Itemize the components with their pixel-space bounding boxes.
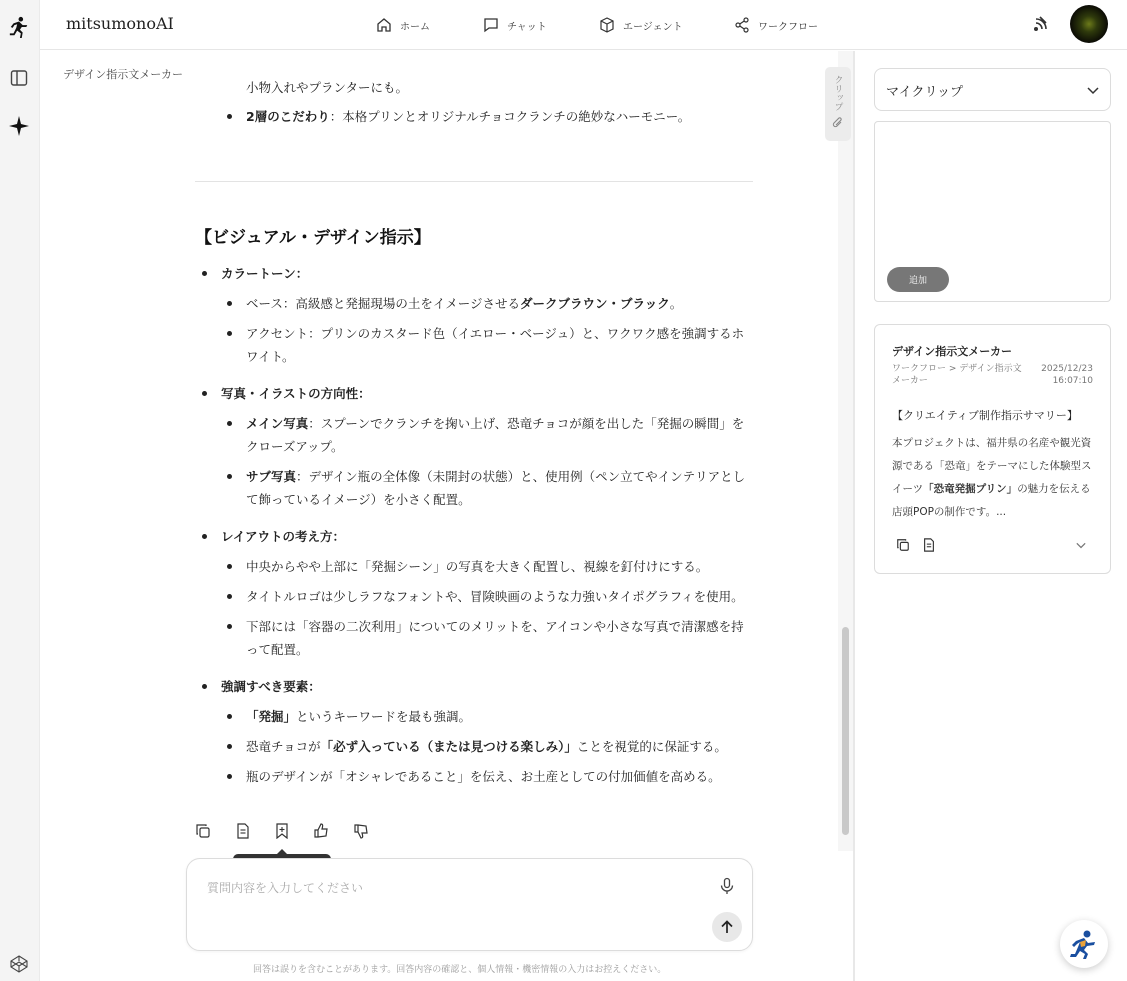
codepen-icon[interactable] (8, 953, 30, 975)
section-heading: 【ビジュアル・デザイン指示】 (195, 228, 431, 248)
list-item: タイトルロゴは少しラフなフォントや、冒険映画のような力強いタイポグラフィを使用。 (195, 585, 755, 608)
text: ：スプーンでクランチを掬い上げ、恐竜チョコが顔を出した「発掘の瞬間」をクローズアップ。 (246, 416, 745, 454)
right-panel (855, 51, 1127, 981)
list-item (195, 105, 755, 128)
card-summary-title: 【クリエイティブ制作指示サマリー】 (892, 409, 1078, 422)
bold-text: 「発掘」 (246, 709, 297, 724)
add-button[interactable]: 追加 (887, 267, 949, 292)
document-icon[interactable] (235, 823, 251, 839)
thumbs-down-icon[interactable] (353, 823, 369, 839)
breadcrumb[interactable]: デザイン指示文メーカー (63, 68, 184, 81)
microphone-icon[interactable] (718, 877, 736, 895)
nav-agent-label: エージェント (623, 21, 683, 33)
broadcast-icon[interactable] (1030, 15, 1050, 35)
nav-workflow-label: ワークフロー (758, 21, 818, 33)
left-sidebar (0, 0, 40, 981)
bold-text: 「必ず入っている（または見つける楽しみ）」 (320, 739, 577, 754)
share-icon (734, 17, 750, 33)
text: の魅力を伝える店頭POPの制作です。... (892, 483, 1091, 518)
text: ：本格プリンとオリジナルチョコクランチの絶妙なハーモニー。 (329, 109, 691, 124)
message-section (195, 223, 755, 788)
thumbs-up-icon[interactable] (313, 823, 329, 839)
list-item-color-tone: カラートーン： (195, 262, 755, 285)
list-item: 瓶のデザインが「オシャレであること」を伝え、お土産としての付加価値を高める。 (195, 765, 755, 788)
chat-input-box[interactable] (186, 858, 753, 951)
home-icon (376, 17, 392, 33)
clip-select[interactable] (874, 68, 1111, 111)
list-item (195, 705, 755, 728)
chat-input-placeholder[interactable]: 質問内容を入力してください (207, 881, 364, 895)
bold-text: サブ写真 (246, 469, 297, 484)
disclaimer-text: 回答は誤りを含むことがあります。回答内容の確認と、個人情報・機密情報の入力はお控えください。 (253, 965, 667, 975)
text: 恐竜チョコが (246, 739, 321, 754)
bookmark-clip-icon[interactable] (274, 823, 290, 839)
text: 。 (669, 296, 683, 311)
user-avatar[interactable] (1070, 5, 1108, 43)
sidebar-toggle-icon[interactable] (8, 67, 30, 89)
bold-text: 2層のこだわり (246, 109, 330, 124)
list-item (195, 412, 755, 458)
clip-panel-tab[interactable] (825, 67, 851, 141)
sparkle-icon[interactable] (8, 115, 30, 137)
text: ことを視覚的に保証する。 (576, 739, 727, 754)
chevron-down-icon[interactable] (1076, 540, 1086, 550)
text: ：デザイン瓶の全体像（未開封の状態）と、使用例（ペン立てやインテリアとして飾っているイメージ）を小さく配置。 (246, 469, 746, 507)
top-bar (40, 0, 1127, 50)
clip-textarea[interactable] (874, 121, 1111, 302)
list-item-emphasis: 強調すべき要素： (195, 675, 755, 698)
card-date: 2025/12/23 16:07:10 (1041, 364, 1093, 386)
text: というキーワードを最も強調。 (296, 709, 472, 724)
message-top-content (195, 76, 755, 128)
list-item-layout: レイアウトの考え方： (195, 525, 755, 548)
nav-home[interactable] (376, 0, 430, 50)
nav-chat[interactable] (483, 0, 547, 50)
scrollbar-thumb[interactable] (842, 627, 849, 835)
bold-text: 「恐竜発掘プリン」 (923, 483, 1018, 495)
runner-logo-icon[interactable] (8, 16, 30, 38)
chevron-down-icon (1087, 84, 1099, 96)
cube-icon (599, 17, 615, 33)
card-path: ワークフロー > デザイン指示文メーカー (892, 364, 1022, 386)
bold-text: メイン写真 (246, 416, 309, 431)
nav-agent[interactable] (599, 0, 683, 50)
chat-icon (483, 17, 499, 33)
list-item (195, 465, 755, 511)
copy-icon[interactable] (896, 538, 910, 552)
paperclip-icon (832, 117, 844, 129)
runner-mascot-icon (1068, 928, 1100, 960)
document-icon[interactable] (922, 538, 936, 552)
nav-workflow[interactable] (734, 0, 818, 50)
list-item: 下部には「容器の二次利用」についてのメリットを、アイコンや小さな写真で清潔感を持って配置。 (195, 615, 755, 661)
send-button[interactable] (712, 912, 742, 942)
clip-tab-label: クリップ (832, 75, 843, 111)
chat-scrollbar[interactable] (838, 51, 853, 851)
brand-name[interactable]: mitsumonoAI (66, 14, 174, 33)
list-item (195, 292, 755, 315)
text: 本プロジェクトは、福井県の名産や観光資源である「恐竜」をテーマにした体験型スイーツ (892, 437, 1092, 495)
divider (195, 181, 753, 182)
list-item-photo: 写真・イラストの方向性： (195, 382, 755, 405)
copy-icon[interactable] (195, 823, 211, 839)
bold-text: ダークブラウン・ブラック (520, 296, 670, 311)
clip-card[interactable] (874, 324, 1111, 574)
clip-select-value: マイクリップ (886, 85, 963, 100)
card-body (892, 432, 1092, 524)
assistant-fab-button[interactable] (1060, 920, 1108, 968)
arrow-up-icon (720, 920, 734, 934)
list-item: アクセント：プリンのカスタード色（イエロー・ベージュ）と、ワクワク感を強調するホワイト。 (195, 322, 755, 368)
nav-home-label: ホーム (400, 21, 430, 33)
text-line: 小物入れやプランターにも。 (246, 80, 409, 95)
nav-chat-label: チャット (507, 21, 547, 33)
text: ベース：高級感と発掘現場の土をイメージさせる (246, 296, 521, 311)
list-item: 中央からやや上部に「発掘シーン」の写真を大きく配置し、視線を釘付けにする。 (195, 555, 755, 578)
list-item (195, 735, 755, 758)
card-title: デザイン指示文メーカー (892, 345, 1013, 358)
